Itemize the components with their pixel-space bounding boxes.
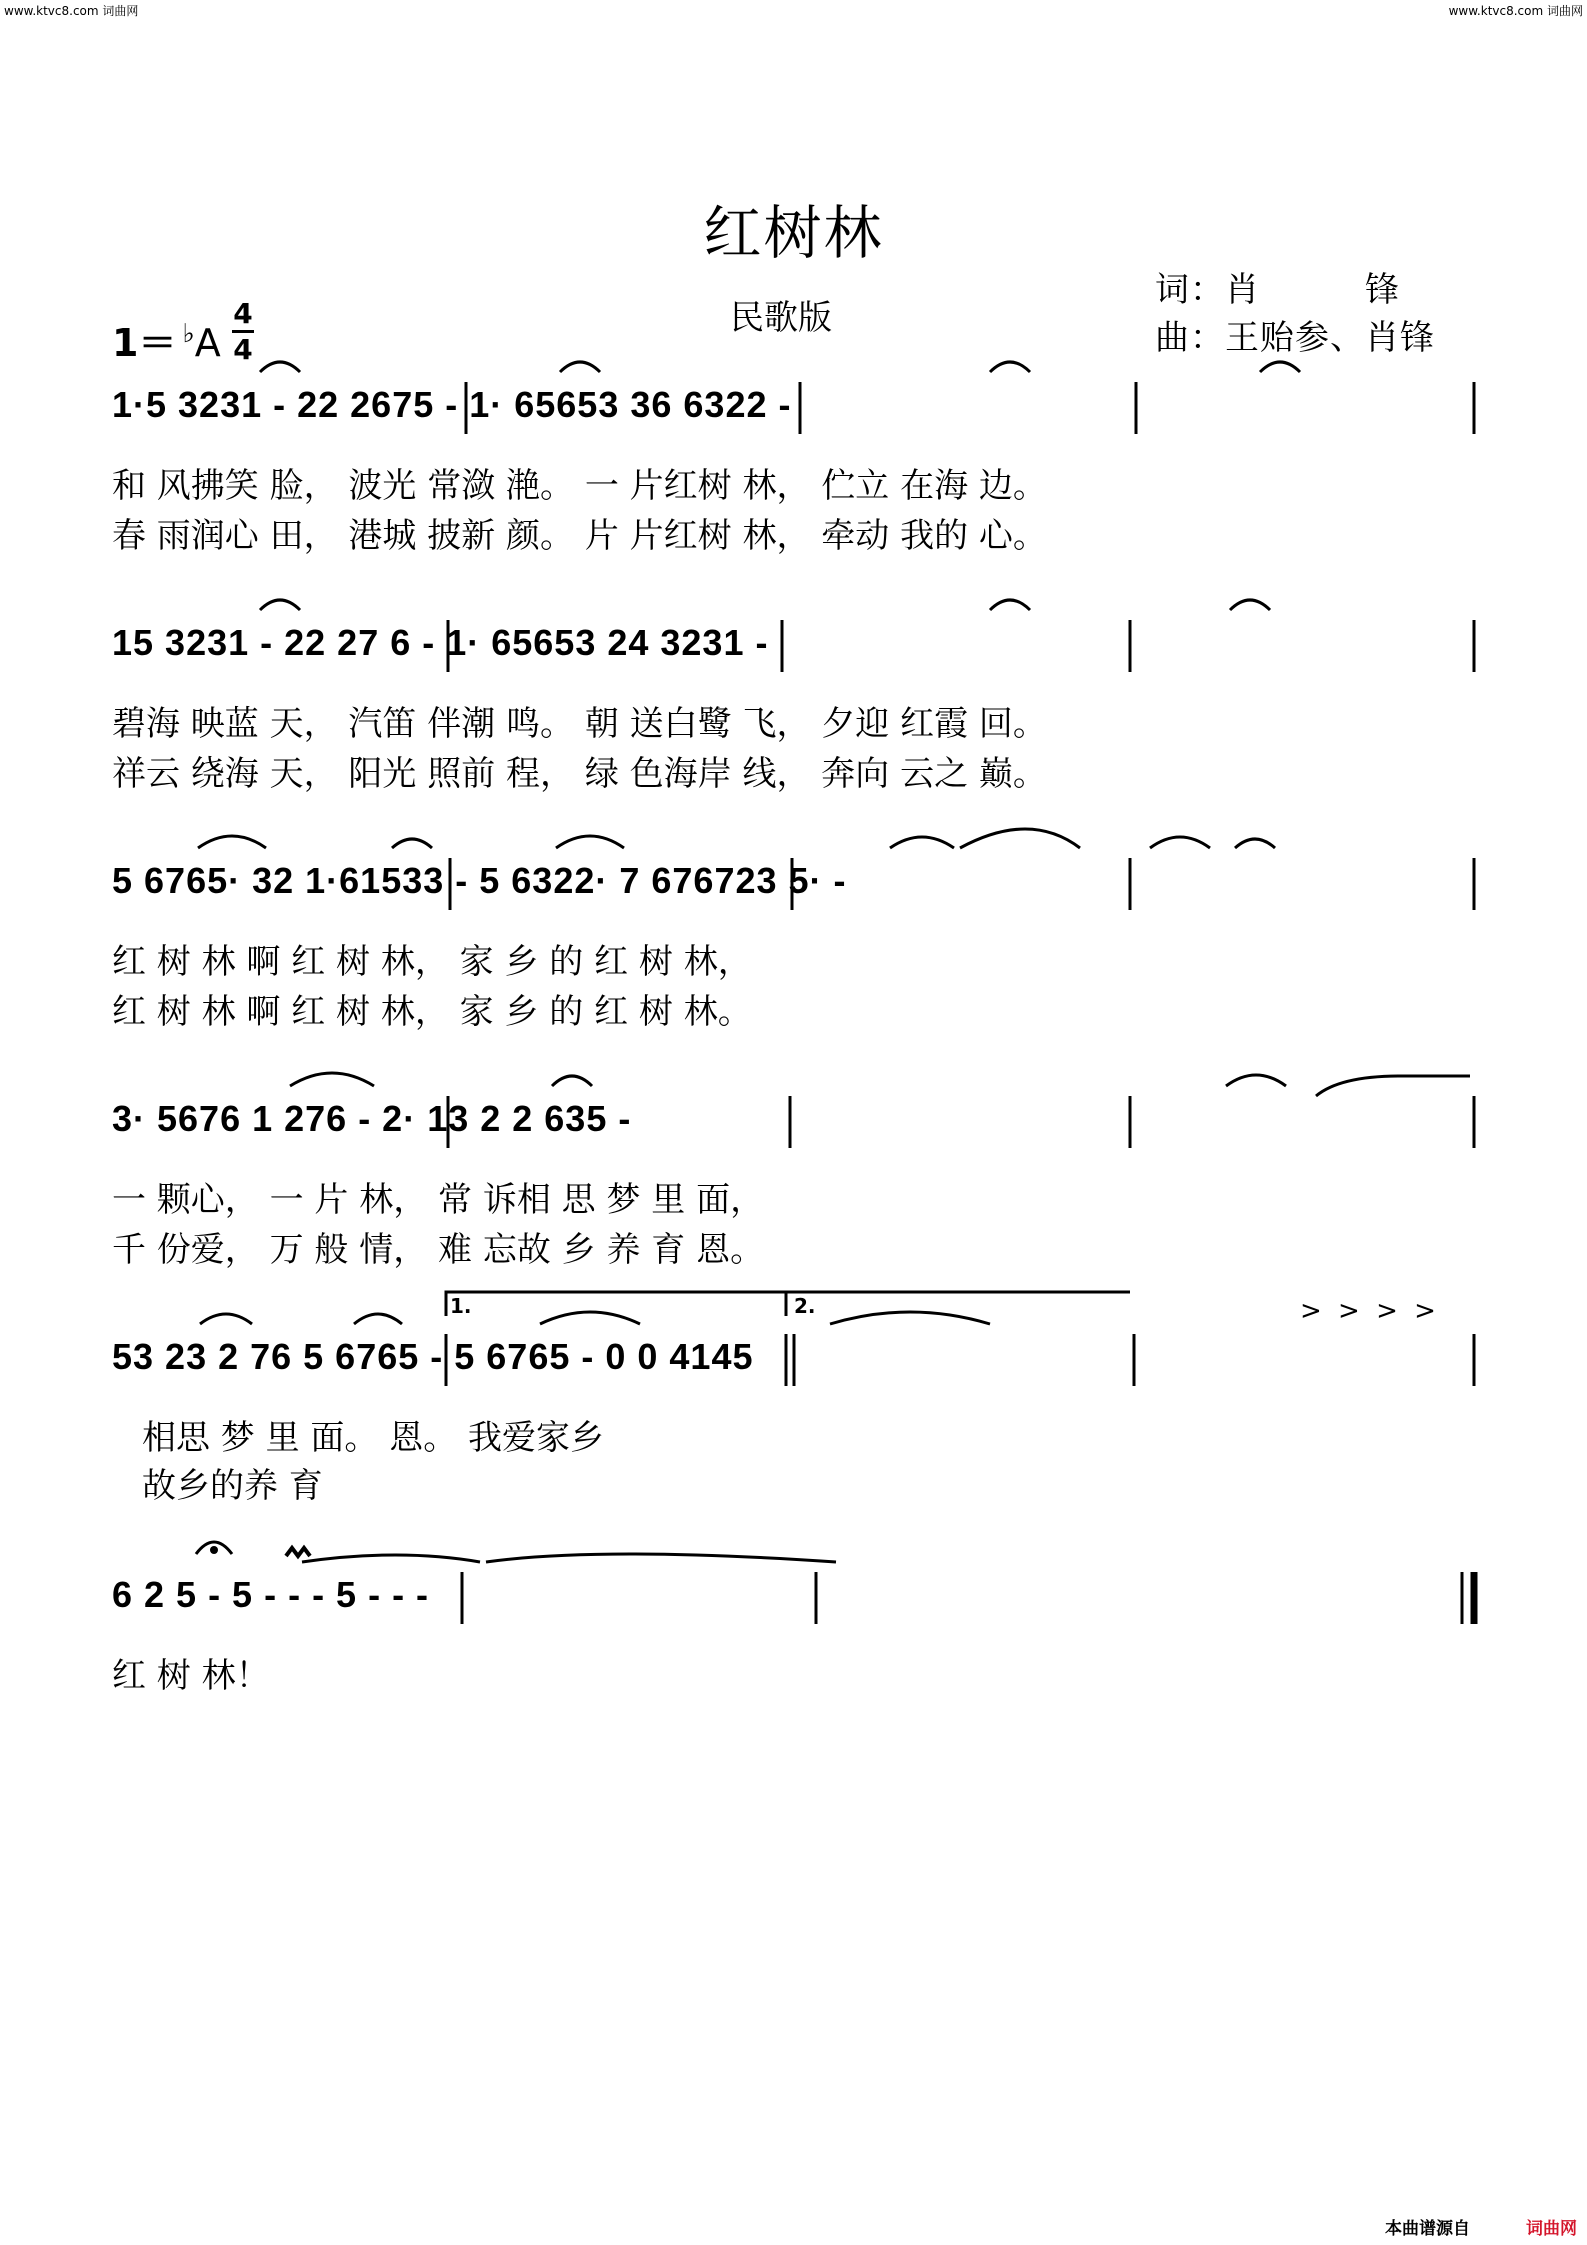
lyric-line-3b: 红 树 林 啊 红 树 林， 家 乡 的 红 树 林。 [112, 992, 752, 1032]
song-title: 红树林 [703, 199, 884, 267]
header-site-right: www.ktvc8.com 词曲网 [1448, 4, 1583, 18]
time-top: 4 [233, 297, 253, 330]
fermata-icon [196, 1542, 232, 1554]
lyric-line-2a: 碧海 映蓝 天， 汽笛 伴潮 鸣。 朝 送白鹭 飞， 夕迎 红霞 回。 [112, 704, 1047, 744]
lyric-line-1a: 和 风拂笑 脸， 波光 常潋 滟。 一 片红树 林， 伫立 在海 边。 [112, 466, 1047, 506]
accent-marks: > > > > [1300, 1296, 1440, 1326]
staff-line-1: 1·5 3231 - 22 2675 - 1· 65653 36 6322 - [112, 384, 792, 425]
key-note: A [194, 321, 221, 365]
lyric-line-5b: 故乡的养 育 [142, 1466, 323, 1506]
lyric-line-6: 红 树 林！ [112, 1656, 270, 1696]
flat-sign: ♭ [182, 319, 195, 350]
lyric-line-5a: 相思 梦 里 面。 恩。 我爱家乡 [142, 1418, 605, 1458]
lyric-line-1b: 春 雨润心 田， 港城 披新 颜。 片 片红树 林， 牵动 我的 心。 [112, 516, 1047, 556]
footer-source-site[interactable]: 词曲网 [1526, 2219, 1577, 2239]
lyric-line-3a: 红 树 林 啊 红 树 林， 家 乡 的 红 树 林， [112, 942, 752, 982]
lyric-line-2b: 祥云 绕海 天， 阳光 照前 程， 绿 色海岸 线， 奔向 云之 巅。 [112, 754, 1047, 794]
key-prefix: 1＝ [112, 321, 177, 365]
header-site-left: www.ktvc8.com 词曲网 [4, 4, 139, 18]
volta-2-label: 2. [794, 1294, 816, 1318]
lyric-line-4a: 一 颗心， 一 片 林， 常 诉相 思 梦 里 面， [112, 1180, 765, 1220]
footer-source-label: 本曲谱源自 [1385, 2219, 1470, 2239]
staff-line-3: 5 6765· 32 1·61533 - 5 6322· 7 676723 5· - [112, 860, 847, 901]
lyric-line-4b: 千 份爱， 万 般 情， 难 忘故 乡 养 育 恩。 [112, 1230, 765, 1270]
song-subtitle: 民歌版 [730, 298, 832, 338]
staff-line-6: 6 2 5 - 5 - - - 5 - - - [112, 1574, 430, 1615]
staff-line-4: 3· 5676 1 276 - 2· 13 2 2 635 - [112, 1098, 632, 1139]
staff-line-2: 15 3231 - 22 27 6 - 1· 65653 24 3231 - [112, 622, 769, 663]
lyricist-credit: 词：肖 锋 [1155, 270, 1400, 310]
volta-1-label: 1. [450, 1294, 472, 1318]
mordent-icon [286, 1548, 310, 1556]
staff-line-5: 53 23 2 76 5 6765 - 5 6765 - 0 0 4145 [112, 1336, 754, 1377]
time-bottom: 4 [233, 333, 253, 366]
composer-credit: 曲：王贻参、肖锋 [1155, 318, 1435, 358]
